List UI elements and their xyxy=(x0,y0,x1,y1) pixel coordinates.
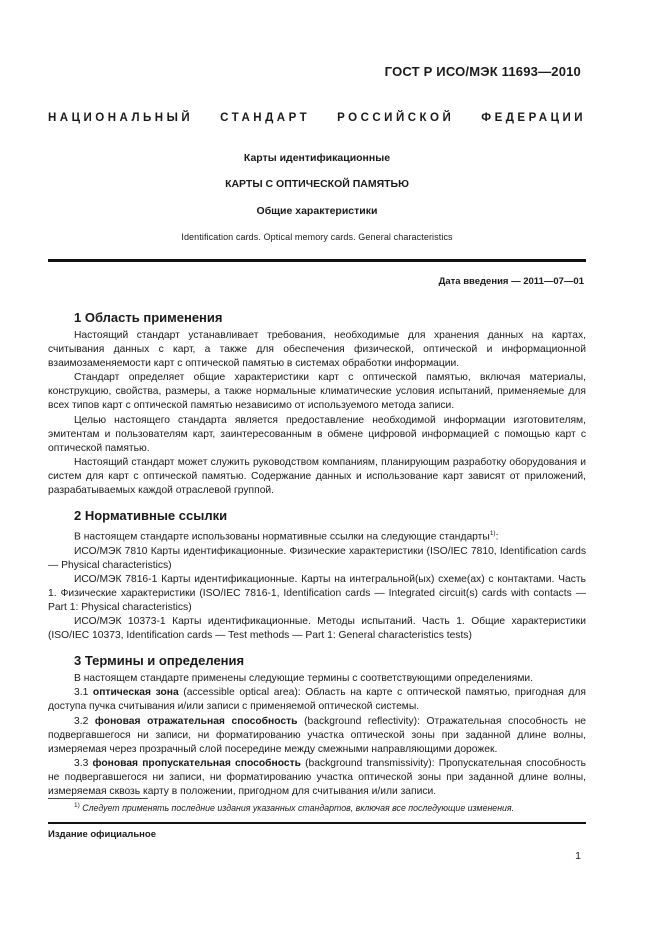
definition-text: (background transmissivity): Пропускательная способность не подвергавшегося ни записи, ни форматированию участка оптической зоны при заданной длине волны, измеряемая сквозь карту в положении, пригодном для считывания и/или записи. xyxy=(48,757,586,798)
paragraph-punct: : xyxy=(495,531,499,543)
title-line-2: КАРТЫ С ОПТИЧЕСКОЙ ПАМЯТЬЮ xyxy=(225,178,409,190)
definition-number: 3.3 xyxy=(74,757,89,769)
footnote-text: Следует применять последние издания указанных стандартов, включая все последующие изменения. xyxy=(82,802,515,813)
reference-item: ИСО/МЭК 7810 Карты идентификационные. Физические характеристики (ISO/IEC 7810, Identification cards — Physical characteristics) xyxy=(48,545,586,571)
title-line-3: Общие характеристики xyxy=(256,205,378,217)
section-2-heading: 2 Нормативные ссылки xyxy=(74,508,228,524)
definition-term: фоновая отражательная способность xyxy=(94,715,298,727)
edition-label: Издание официальное xyxy=(48,829,156,840)
definition-item xyxy=(48,757,586,799)
definition-text: (accessible optical area): Область на карте с оптической памятью, пригодная для доступа пучка считывания и/или записи с применяемой оптической системы. xyxy=(48,687,586,713)
definition-term: фоновая пропускательная способность xyxy=(92,757,301,769)
paragraph-text: В настоящем стандарте использованы нормативные ссылки на следующие стандарты xyxy=(74,531,490,543)
title-divider xyxy=(48,259,586,262)
definition-item xyxy=(48,686,586,714)
page-number: 1 xyxy=(575,850,581,862)
paragraph xyxy=(48,527,586,545)
paragraph: Целью настоящего стандарта является предоставление необходимой информации изготовителям, эмитентам и пользователям карт, заинтересованным в обмене цифровой информацией с помощью карт с оптической памятью. xyxy=(48,414,586,454)
definition-text: (background reflectivity): Отражательная способность не подвергавшегося ни записи, ни форматированию участка оптической зоны при заданной длине волны, измеряемая через прозрачный слой посередине между смежными направляющими дорожек. xyxy=(48,715,586,755)
definition-term: оптическая зона xyxy=(92,687,179,699)
footer-divider xyxy=(48,822,586,824)
footnote-reference[interactable]: 1) xyxy=(489,530,496,538)
national-standard-banner: НАЦИОНАЛЬНЫЙ СТАНДАРТ РОССИЙСКОЙ ФЕДЕРАЦИИ xyxy=(48,112,586,124)
section-3-heading: 3 Термины и определения xyxy=(74,653,245,669)
section-1-heading: 1 Область применения xyxy=(74,310,223,325)
paragraph: Стандарт определяет общие характеристики карт с оптической памятью, включая материалы, конструкцию, свойства, размеры, а также нормальные климатические условия испытаний, применяемые для всех типов карт с оптической памятью независимо от используемого метода записи. xyxy=(48,372,586,412)
english-title: Identification cards. Optical memory cards. General characteristics xyxy=(181,232,453,242)
paragraph: Настоящий стандарт может служить руководством компаниям, планирующим разработку оборудования и систем для карт с оптической памятью. Содержание данных и использование карт зависят от приложений, разрабатываемых каждой отраслевой группой. xyxy=(48,456,586,497)
definition-number: 3.1 xyxy=(74,687,89,699)
footnote-mark: 1) xyxy=(74,802,80,809)
footnote xyxy=(74,802,586,813)
standard-code: ГОСТ Р ИСО/МЭК 11693—2010 xyxy=(384,64,581,79)
title-line-1: Карты идентификационные xyxy=(243,152,391,164)
reference-item: ИСО/МЭК 7816-1 Карты идентификационные. Карты на интегральной(ых) схеме(ах) с контактами. Часть 1. Физические характеристики (ISO/IEC 7816-1, Identification cards — Integrated circuit(s) cards with contacts — Part 1: Physical characteristics) xyxy=(48,573,586,614)
main-content xyxy=(48,310,586,799)
definition-item xyxy=(48,715,586,757)
paragraph: Настоящий стандарт устанавливает требования, необходимые для хранения данных на картах, считывания данных с карт, а также для обеспечения физической, оптической и информационной взаимозаменяемости карт с оптической памятью в системах обработки информации. xyxy=(48,330,586,370)
introduction-date: Дата введения — 2011—07—01 xyxy=(438,276,584,287)
reference-item: ИСО/МЭК 10373-1 Карты идентификационные. Методы испытаний. Часть 1. Общие характеристики (ISO/IEC 10373, Identification cards — Test methods — Part 1: General characteristics tests) xyxy=(48,616,586,642)
footnote-divider xyxy=(48,798,148,799)
definition-number: 3.2 xyxy=(74,715,89,727)
paragraph: В настоящем стандарте применены следующие термины с соответствующими определениями. xyxy=(74,673,534,685)
